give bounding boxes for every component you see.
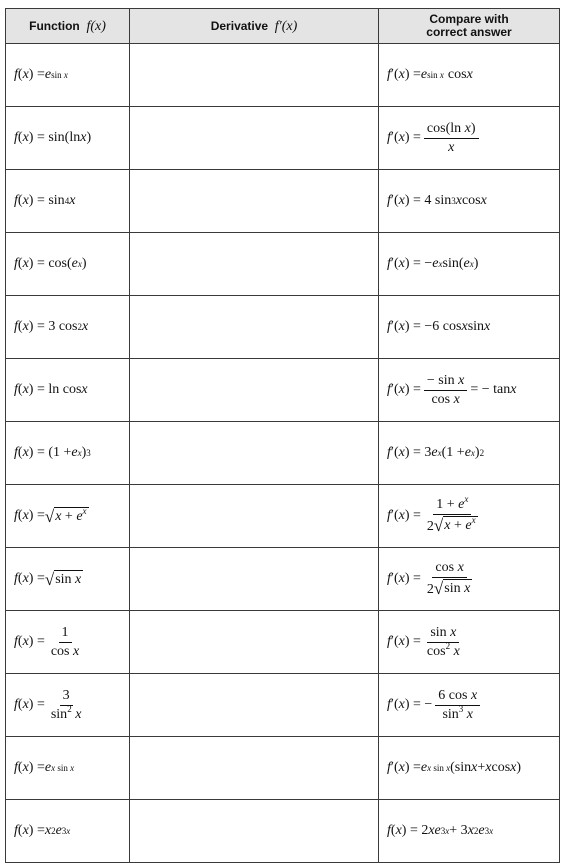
- derivative-answer-cell[interactable]: [130, 44, 379, 107]
- derivative-answer-cell[interactable]: [130, 359, 379, 422]
- table-row: [6, 800, 560, 863]
- function-cell: f ( x ) = 3 cos 2 x: [6, 296, 130, 359]
- correct-answer-cell: f ′( x ) = $1 + e^x$ 2 √ $x + e^x$: [379, 485, 560, 548]
- correct-answer-cell: f ′( x ) = e x sin x (sin x + x cos x ): [379, 737, 560, 800]
- derivatives-worksheet-table: [5, 8, 560, 863]
- function-cell: f ( x ) = sin(ln x ): [6, 107, 130, 170]
- function-cell: f ( x ) = e x sin x: [6, 737, 130, 800]
- derivative-answer-cell[interactable]: [130, 485, 379, 548]
- function-cell: f ( x ) = $\frac{1}{\text{cos x}}$: [6, 611, 130, 674]
- header-function: Function f(x): [6, 9, 130, 44]
- table-row: [6, 611, 560, 674]
- function-cell: f ( x ) = x 2 e 3x: [6, 800, 130, 863]
- table-row: [6, 422, 560, 485]
- derivative-answer-cell[interactable]: [130, 107, 379, 170]
- function-cell: f ( x ) = $\frac{3}{\sin^2 x}$: [6, 674, 130, 737]
- header-row: [6, 9, 560, 44]
- header-derivative: Derivative f′(x): [130, 9, 379, 44]
- table-row: [6, 107, 560, 170]
- derivative-answer-cell[interactable]: [130, 170, 379, 233]
- function-cell: f ( x ) = (1 + e x ) 3: [6, 422, 130, 485]
- function-cell: f ( x ) = ln cos x: [6, 359, 130, 422]
- correct-answer-cell: f ′( x ) = 4 sin 3 x cos x: [379, 170, 560, 233]
- function-cell: f ( x ) = √ sin x: [6, 548, 130, 611]
- header-compare: Compare with correct answer: [379, 9, 560, 44]
- derivative-answer-cell[interactable]: [130, 800, 379, 863]
- table-row: [6, 296, 560, 359]
- correct-answer-cell: f ′( x ) = $\frac{\text{− sin x}}{\text{cos x}}$ = − tan x: [379, 359, 560, 422]
- derivative-answer-cell[interactable]: [130, 422, 379, 485]
- function-cell: f ( x ) = √ $x + e^x$: [6, 485, 130, 548]
- correct-answer-cell: f ′( x ) = cos x 2 √ sin x: [379, 548, 560, 611]
- header-function-symbol: f(x): [86, 18, 106, 34]
- derivative-answer-cell[interactable]: [130, 548, 379, 611]
- correct-answer-cell: f ′( x ) = e sin x cos x: [379, 44, 560, 107]
- function-cell: f ( x ) = e sin x: [6, 44, 130, 107]
- correct-answer-cell: f ′( x ) = $\frac{\text{sin x}}{\cos^2 x}$: [379, 611, 560, 674]
- header-derivative-symbol: f′(x): [274, 18, 298, 34]
- correct-answer-cell: f ( x ) = 2 xe 3x + 3 x 2 e 3x: [379, 800, 560, 863]
- table-row: [6, 737, 560, 800]
- derivative-answer-cell[interactable]: [130, 737, 379, 800]
- function-cell: f ( x ) = cos( e x ): [6, 233, 130, 296]
- derivative-answer-cell[interactable]: [130, 611, 379, 674]
- table-row: [6, 548, 560, 611]
- derivative-answer-cell[interactable]: [130, 296, 379, 359]
- table-row: [6, 674, 560, 737]
- derivative-answer-cell[interactable]: [130, 233, 379, 296]
- correct-answer-cell: f ′( x ) = − e x sin( e x ): [379, 233, 560, 296]
- function-cell: f ( x ) = sin 4 x: [6, 170, 130, 233]
- correct-answer-cell: f ′( x ) = 3 e x (1 + e x ) 2: [379, 422, 560, 485]
- correct-answer-cell: f ′( x ) = − $\frac{\text{6 cos x}}{\sin^3 x}$: [379, 674, 560, 737]
- correct-answer-cell: f ′( x ) = $\frac{\text{cos(ln x)}}{x}$: [379, 107, 560, 170]
- derivative-answer-cell[interactable]: [130, 674, 379, 737]
- table-row: [6, 44, 560, 107]
- table-row: [6, 359, 560, 422]
- table-row: [6, 485, 560, 548]
- table-row: [6, 233, 560, 296]
- correct-answer-cell: f ′( x ) = −6 cos x sin x: [379, 296, 560, 359]
- table-row: [6, 170, 560, 233]
